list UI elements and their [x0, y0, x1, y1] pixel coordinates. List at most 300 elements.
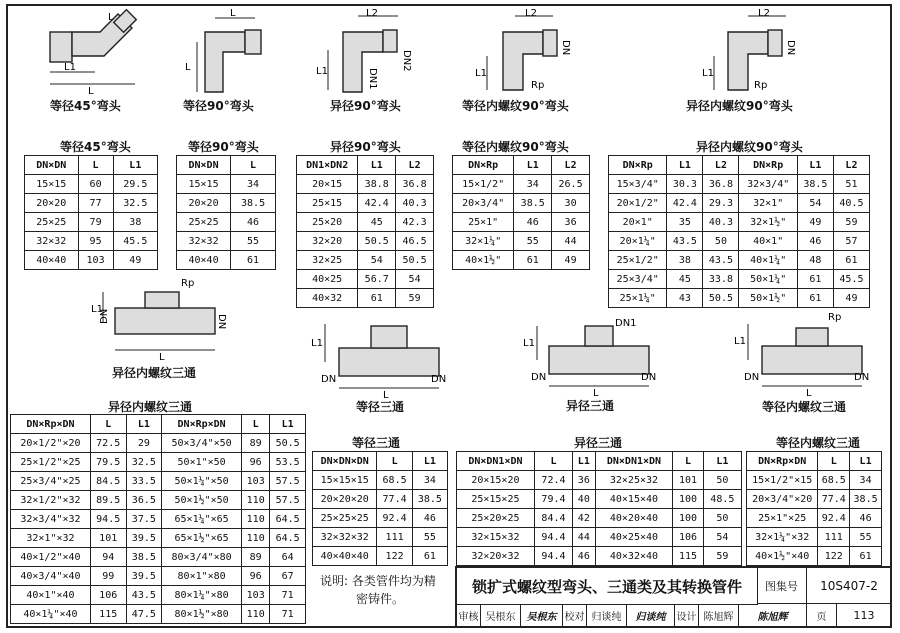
table-cell: 68.5 — [377, 471, 412, 490]
reducing-elbow90-label-l1: L1 — [316, 66, 328, 77]
table-cell: 71 — [270, 605, 306, 624]
table-cell: 57.5 — [270, 472, 306, 491]
table-t5 — [608, 155, 870, 308]
table-cell: 32×1½" — [739, 213, 797, 232]
table-cell: 61 — [358, 289, 396, 308]
table-row — [177, 175, 276, 194]
female-elbow90-label-dn: DN — [560, 40, 571, 56]
table-cell: 44 — [552, 232, 590, 251]
table-t6 — [10, 414, 306, 624]
table-cell: 38.5 — [412, 490, 447, 509]
table-row — [609, 194, 870, 213]
table-cell: 48.5 — [703, 490, 741, 509]
atlas-number: 10S407-2 — [807, 568, 892, 604]
table-cell: 80×1¼"×80 — [162, 586, 242, 605]
reducing-elbow90-drawing — [318, 10, 418, 95]
reducing-tee-label-dn-left: DN — [531, 372, 547, 383]
table-row — [11, 453, 306, 472]
table-row — [313, 471, 448, 490]
table-cell: 40×40 — [177, 251, 231, 270]
table-header-cell: L1 — [113, 156, 157, 175]
table-cell: 47.5 — [126, 605, 162, 624]
t4-title: 等径内螺纹90°弯头 — [462, 140, 569, 154]
table-row — [177, 232, 276, 251]
table-cell: 122 — [818, 547, 850, 566]
elbow90-drawing — [175, 8, 270, 97]
table-cell: 111 — [818, 528, 850, 547]
table-cell: 39.5 — [126, 529, 162, 548]
equal-tee-label-dn-left: DN — [321, 374, 337, 385]
table-t2 — [176, 155, 276, 270]
table-cell: 64.5 — [270, 510, 306, 529]
table-t4 — [452, 155, 590, 270]
table-cell: 15×15 — [25, 175, 79, 194]
table-cell: 43.5 — [703, 251, 739, 270]
table-row — [11, 567, 306, 586]
table-cell: 25×20 — [297, 213, 358, 232]
table-row — [453, 232, 590, 251]
table-cell: 30 — [552, 194, 590, 213]
table-cell: 50×3/4"×50 — [162, 434, 242, 453]
table-row — [747, 528, 882, 547]
table-cell: 50.5 — [703, 289, 739, 308]
table-header-cell: L — [90, 415, 126, 434]
table-row — [457, 509, 742, 528]
table-cell: 20×1/2" — [609, 194, 667, 213]
table-header-row — [747, 452, 882, 471]
table-cell: 32×20×32 — [457, 547, 535, 566]
table-cell: 20×3/4"×20 — [747, 490, 818, 509]
table-cell: 42.4 — [667, 194, 703, 213]
table-header-cell: L1 — [412, 452, 447, 471]
table-header-cell: L1 — [270, 415, 306, 434]
elbow45-label-l1: L1 — [64, 62, 76, 73]
table-row — [25, 213, 158, 232]
table-cell: 29.3 — [703, 194, 739, 213]
table-cell: 15×1/2" — [453, 175, 514, 194]
table-cell: 49 — [552, 251, 590, 270]
female-elbow90-caption: 等径内螺纹90°弯头 — [462, 99, 569, 113]
table-header-cell: DN×DN1×DN — [457, 452, 535, 471]
table-cell: 94 — [90, 548, 126, 567]
table-header-cell: DN×Rp — [609, 156, 667, 175]
table-cell: 110 — [242, 605, 270, 624]
table-cell: 89 — [242, 548, 270, 567]
table-row — [25, 251, 158, 270]
table-row — [453, 175, 590, 194]
table-row — [609, 213, 870, 232]
table-row — [609, 175, 870, 194]
t5-title: 异径内螺纹90°弯头 — [696, 140, 803, 154]
table-header-cell: L2 — [703, 156, 739, 175]
table-cell: 32×1¼"×32 — [747, 528, 818, 547]
reducing-tee-label-dn-right: DN — [641, 372, 657, 383]
table-cell: 89 — [242, 434, 270, 453]
table-cell: 38.5 — [797, 175, 833, 194]
table-cell: 106 — [673, 528, 703, 547]
t9-title: 等径内螺纹三通 — [776, 436, 861, 450]
table-cell: 25×20×25 — [457, 509, 535, 528]
table-cell: 40×25×40 — [595, 528, 673, 547]
table-cell: 55 — [514, 232, 552, 251]
table-header-cell: DN×DN — [177, 156, 231, 175]
table-header-cell: L1 — [514, 156, 552, 175]
table-cell: 103 — [78, 251, 113, 270]
table-cell: 92.4 — [377, 509, 412, 528]
table-cell: 40×3/4"×40 — [11, 567, 91, 586]
table-header-cell: L1 — [358, 156, 396, 175]
table-cell: 49 — [113, 251, 157, 270]
table-cell: 40×1" — [739, 232, 797, 251]
table-cell: 15×15 — [177, 175, 231, 194]
table-cell: 50.5 — [396, 251, 434, 270]
table-cell: 94.5 — [90, 510, 126, 529]
table-cell: 54 — [396, 270, 434, 289]
table-cell: 20×1¼" — [609, 232, 667, 251]
table-cell: 25×1"×25 — [747, 509, 818, 528]
table-cell: 38 — [667, 251, 703, 270]
table-cell: 32×15×32 — [457, 528, 535, 547]
table-row — [609, 289, 870, 308]
table-cell: 122 — [377, 547, 412, 566]
table-cell: 55 — [850, 528, 882, 547]
table-cell: 111 — [377, 528, 412, 547]
table-cell: 38.8 — [358, 175, 396, 194]
table-cell: 36.8 — [703, 175, 739, 194]
table-cell: 60 — [78, 175, 113, 194]
table-row — [11, 472, 306, 491]
elbow90-caption: 等径90°弯头 — [183, 99, 254, 113]
table-cell: 45 — [667, 270, 703, 289]
t7-title: 等径三通 — [352, 436, 401, 450]
table-cell: 61 — [514, 251, 552, 270]
table-header-cell: DN×Rp — [739, 156, 797, 175]
table-cell: 79.4 — [534, 490, 572, 509]
t1-title: 等径45°弯头 — [60, 140, 131, 154]
table-header-cell: DN×DN1×DN — [595, 452, 673, 471]
table-cell: 46 — [797, 232, 833, 251]
table-cell: 46.5 — [396, 232, 434, 251]
table-cell: 40×32 — [297, 289, 358, 308]
table-t3 — [296, 155, 434, 308]
table-cell: 59 — [833, 213, 869, 232]
table-row — [297, 194, 434, 213]
table-row — [11, 605, 306, 624]
table-header-cell: L — [242, 415, 270, 434]
table-cell: 100 — [673, 490, 703, 509]
reducing-tee-label-l1: L1 — [523, 338, 535, 349]
table-cell: 33.5 — [126, 472, 162, 491]
table-cell: 61 — [797, 270, 833, 289]
table-cell: 68.5 — [818, 471, 850, 490]
table-cell: 43 — [667, 289, 703, 308]
table-cell: 32×25 — [297, 251, 358, 270]
reducing-female-elbow90-label-rp: Rp — [754, 80, 768, 91]
table-cell: 36.8 — [396, 175, 434, 194]
table-cell: 40×20×40 — [595, 509, 673, 528]
table-cell: 57 — [833, 232, 869, 251]
table-cell: 38.5 — [850, 490, 882, 509]
table-cell: 56.7 — [358, 270, 396, 289]
table-row — [457, 490, 742, 509]
table-cell: 110 — [242, 491, 270, 510]
table-cell: 79.5 — [90, 453, 126, 472]
table-cell: 33.8 — [703, 270, 739, 289]
table-t9 — [746, 451, 882, 566]
table-cell: 40.3 — [396, 194, 434, 213]
table-cell: 96 — [242, 453, 270, 472]
table-header-row — [453, 156, 590, 175]
table-cell: 40×1"×40 — [11, 586, 91, 605]
table-cell: 54 — [703, 528, 741, 547]
table-cell: 50×1½" — [739, 289, 797, 308]
equal-tee-label-l: L — [383, 390, 389, 401]
table-cell: 84.4 — [534, 509, 572, 528]
table-row — [313, 509, 448, 528]
table-cell: 38.5 — [126, 548, 162, 567]
table-cell: 20×20 — [25, 194, 79, 213]
table-cell: 64 — [270, 548, 306, 567]
table-row — [297, 289, 434, 308]
table-cell: 67 — [270, 567, 306, 586]
table-row — [453, 213, 590, 232]
table-cell: 96 — [242, 567, 270, 586]
table-cell: 45.5 — [833, 270, 869, 289]
designer-name: 陈旭辉 — [699, 604, 739, 628]
table-cell: 59 — [703, 547, 741, 566]
table-cell: 45 — [358, 213, 396, 232]
equal-tee-label-dn-right: DN — [431, 374, 447, 385]
table-cell: 25×1" — [453, 213, 514, 232]
table-cell: 61 — [850, 547, 882, 566]
table-cell: 51 — [833, 175, 869, 194]
table-header-cell: DN×Rp×DN — [162, 415, 242, 434]
table-header-cell: L — [231, 156, 276, 175]
table-header-cell: DN×DN×DN — [313, 452, 377, 471]
table-cell: 43.5 — [126, 586, 162, 605]
note-line2: 密铸件。 — [356, 592, 405, 606]
table-cell: 40.3 — [703, 213, 739, 232]
table-cell: 45.5 — [113, 232, 157, 251]
table-cell: 80×1½"×80 — [162, 605, 242, 624]
table-cell: 61 — [231, 251, 276, 270]
reducing-female-tee-drawing — [91, 278, 227, 363]
female-elbow90-label-l1: L1 — [475, 68, 487, 79]
female-elbow90-label-l2: L2 — [525, 8, 537, 19]
table-header-cell: DN×Rp — [453, 156, 514, 175]
table-cell: 94.4 — [534, 528, 572, 547]
reducing-elbow90-label-l2: L2 — [366, 8, 378, 19]
table-header-cell: DN×Rp×DN — [747, 452, 818, 471]
table-cell: 40 — [573, 490, 595, 509]
table-row — [11, 491, 306, 510]
table-header-row — [297, 156, 434, 175]
female-tee-drawing — [734, 310, 878, 399]
table-cell: 15×15×15 — [313, 471, 377, 490]
reducing-female-elbow90-label-l2: L2 — [758, 8, 770, 19]
table-row — [11, 510, 306, 529]
table-cell: 92.4 — [818, 509, 850, 528]
table-cell: 101 — [673, 471, 703, 490]
table-row — [297, 213, 434, 232]
table-cell: 43.5 — [667, 232, 703, 251]
table-row — [609, 270, 870, 289]
table-cell: 20×20×20 — [313, 490, 377, 509]
female-tee-label-rp: Rp — [828, 312, 842, 323]
table-cell: 95 — [78, 232, 113, 251]
table-cell: 25×3/4" — [609, 270, 667, 289]
table-cell: 50×1"×50 — [162, 453, 242, 472]
table-cell: 65×1½"×65 — [162, 529, 242, 548]
table-header-cell: L1 — [797, 156, 833, 175]
table-cell: 34 — [231, 175, 276, 194]
reducing-tee-caption: 异径三通 — [566, 399, 615, 413]
table-cell: 115 — [90, 605, 126, 624]
table-row — [11, 434, 306, 453]
table-cell: 20×15×20 — [457, 471, 535, 490]
table-cell: 40×1/2"×40 — [11, 548, 91, 567]
table-cell: 25×25 — [25, 213, 79, 232]
reducing-tee-label-dn1: DN1 — [615, 318, 637, 329]
table-row — [297, 232, 434, 251]
table-cell: 32×32 — [25, 232, 79, 251]
table-cell: 84.5 — [90, 472, 126, 491]
reducing-female-elbow90-caption: 异径内螺纹90°弯头 — [686, 99, 793, 113]
check-label: 校对 — [563, 604, 587, 628]
table-cell: 30.3 — [667, 175, 703, 194]
table-cell: 65×1¼"×65 — [162, 510, 242, 529]
table-cell: 50 — [703, 232, 739, 251]
table-cell: 40×1¼" — [739, 251, 797, 270]
table-cell: 40.5 — [833, 194, 869, 213]
table-cell: 35 — [667, 213, 703, 232]
table-cell: 79 — [78, 213, 113, 232]
table-cell: 25×15×25 — [457, 490, 535, 509]
table-header-cell: L2 — [552, 156, 590, 175]
reducing-female-elbow90-label-l1: L1 — [702, 68, 714, 79]
elbow45-label-l-top: L — [108, 12, 114, 23]
table-cell: 25×25×25 — [313, 509, 377, 528]
designer-signature: 陈旭辉 — [739, 604, 807, 628]
table-header-cell: L1 — [573, 452, 595, 471]
table-cell: 15×3/4" — [609, 175, 667, 194]
table-cell: 42 — [573, 509, 595, 528]
table-cell: 89.5 — [90, 491, 126, 510]
equal-tee-drawing — [311, 318, 455, 401]
table-cell: 38.5 — [514, 194, 552, 213]
t6-title: 异径内螺纹三通 — [108, 400, 193, 414]
table-cell: 103 — [242, 586, 270, 605]
table-cell: 77 — [78, 194, 113, 213]
female-tee-label-l1: L1 — [734, 336, 746, 347]
table-cell: 94.4 — [534, 547, 572, 566]
table-cell: 71 — [270, 586, 306, 605]
table-header-cell: L2 — [833, 156, 869, 175]
table-row — [457, 547, 742, 566]
elbow90-label-l-top: L — [230, 8, 236, 19]
table-header-cell: L1 — [703, 452, 741, 471]
table-cell: 77.4 — [818, 490, 850, 509]
note-line1: 说明: 各类管件均为精 — [320, 574, 436, 588]
reducing-female-tee-label-rp: Rp — [181, 278, 195, 289]
table-cell: 80×1"×80 — [162, 567, 242, 586]
table-header-cell: DN×DN — [25, 156, 79, 175]
table-cell: 25×1¼" — [609, 289, 667, 308]
table-cell: 106 — [90, 586, 126, 605]
elbow45-label-l: L — [88, 86, 94, 97]
table-row — [177, 194, 276, 213]
table-row — [11, 529, 306, 548]
table-cell: 64.5 — [270, 529, 306, 548]
table-cell: 32×1"×32 — [11, 529, 91, 548]
table-header-row — [609, 156, 870, 175]
table-cell: 44 — [573, 528, 595, 547]
table-row — [313, 547, 448, 566]
table-cell: 50.5 — [358, 232, 396, 251]
table-cell: 38.5 — [231, 194, 276, 213]
table-row — [25, 232, 158, 251]
reducing-female-tee-label-dn-left: DN — [99, 308, 110, 324]
table-header-row — [11, 415, 306, 434]
table-t7 — [312, 451, 448, 566]
title-block-title: 锁扩式螺纹型弯头、三通类及其转换管件 — [457, 568, 758, 605]
table-cell: 50×1½"×50 — [162, 491, 242, 510]
table-row — [747, 490, 882, 509]
table-header-cell: L — [818, 452, 850, 471]
table-header-cell: L2 — [396, 156, 434, 175]
table-cell: 48 — [797, 251, 833, 270]
table-cell: 46 — [514, 213, 552, 232]
table-cell: 25×1/2" — [609, 251, 667, 270]
page-number: 113 — [837, 604, 892, 628]
female-elbow90-label-rp: Rp — [531, 80, 545, 91]
table-cell: 32.5 — [113, 194, 157, 213]
table-cell: 20×3/4" — [453, 194, 514, 213]
table-cell: 110 — [242, 510, 270, 529]
table-cell: 32×1" — [739, 194, 797, 213]
reducing-female-tee-label-l: L — [159, 352, 165, 363]
table-cell: 37.5 — [126, 510, 162, 529]
female-tee-caption: 等径内螺纹三通 — [762, 400, 847, 414]
table-header-cell: L1 — [126, 415, 162, 434]
table-cell: 115 — [673, 547, 703, 566]
reducing-tee-label-l: L — [593, 388, 599, 399]
table-header-cell: DN×Rp×DN — [11, 415, 91, 434]
table-cell: 80×3/4"×80 — [162, 548, 242, 567]
female-tee-label-dn-left: DN — [744, 372, 760, 383]
table-cell: 99 — [90, 567, 126, 586]
table-cell: 40×1¼"×40 — [11, 605, 91, 624]
table-cell: 32×25×32 — [595, 471, 673, 490]
table-cell: 36.5 — [126, 491, 162, 510]
table-cell: 40×1½"×40 — [747, 547, 818, 566]
table-cell: 40×15×40 — [595, 490, 673, 509]
table-cell: 40×40 — [25, 251, 79, 270]
table-cell: 54 — [797, 194, 833, 213]
table-row — [11, 586, 306, 605]
table-cell: 100 — [673, 509, 703, 528]
table-cell: 39.5 — [126, 567, 162, 586]
reducing-female-elbow90-drawing — [702, 8, 808, 95]
table-cell: 25×3/4"×25 — [11, 472, 91, 491]
female-elbow90-drawing — [475, 10, 575, 95]
t8-title: 异径三通 — [574, 436, 623, 450]
table-cell: 54 — [358, 251, 396, 270]
table-header-cell: L — [673, 452, 703, 471]
table-cell: 32×3/4"×32 — [11, 510, 91, 529]
table-cell: 46 — [231, 213, 276, 232]
table-cell: 25×15 — [297, 194, 358, 213]
